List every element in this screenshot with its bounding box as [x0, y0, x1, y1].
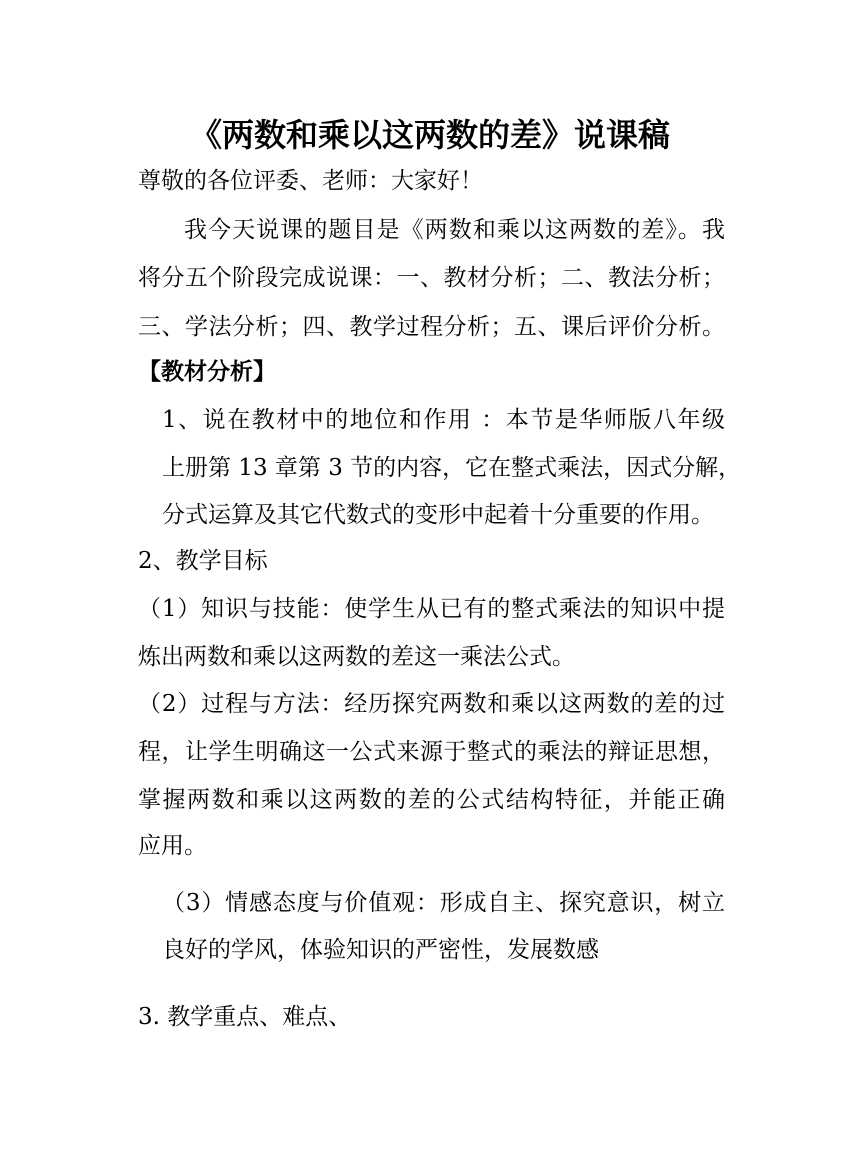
intro-line-2: 将分五个阶段完成说课：一、教材分析；二、教法分析；	[138, 265, 725, 291]
goal1-line-2: 炼出两数和乘以这两数的差这一乘法公式。	[138, 644, 575, 670]
document-title: 《两数和乘以这两数的差》说课稿	[189, 116, 670, 154]
intro-line-1: 我今天说课的题目是《两数和乘以这两数的差》。我	[184, 217, 725, 243]
goal3-line-1: （3）情感态度与价值观：形成自主、探究意识，树立	[162, 890, 725, 916]
intro-line-3: 三、学法分析；四、教学过程分析；五、课后评价分析。	[138, 314, 725, 340]
goal2-line-1: （2）过程与方法：经历探究两数和乘以这两数的差的过	[138, 691, 725, 717]
goal2-line-2: 程，让学生明确这一公式来源于整式的乘法的辩证思想，	[138, 739, 725, 765]
item1-line-1: 1、说在教材中的地位和作用 ：本节是华师版八年级	[162, 407, 725, 433]
item1-line-2: 上册第 13 章第 3 节的内容，它在整式乘法，因式分解，	[162, 455, 742, 481]
goal3-line-2: 良好的学风，体验知识的严密性，发展数感	[162, 937, 599, 963]
goal1-line-1: （1）知识与技能：使学生从已有的整式乘法的知识中提	[138, 596, 725, 622]
item3-heading: 3. 教学重点、难点、	[138, 1004, 352, 1030]
section-heading: 【教材分析】	[138, 359, 276, 385]
goal2-line-3: 掌握两数和乘以这两数的差的公式结构特征，并能正确	[138, 787, 725, 813]
item1-line-3: 分式运算及其它代数式的变形中起着十分重要的作用。	[162, 502, 714, 528]
greeting-line: 尊敬的各位评委、老师：大家好！	[138, 168, 483, 194]
goal2-line-4: 应用。	[138, 833, 207, 859]
item2-heading: 2、教学目标	[138, 548, 268, 574]
